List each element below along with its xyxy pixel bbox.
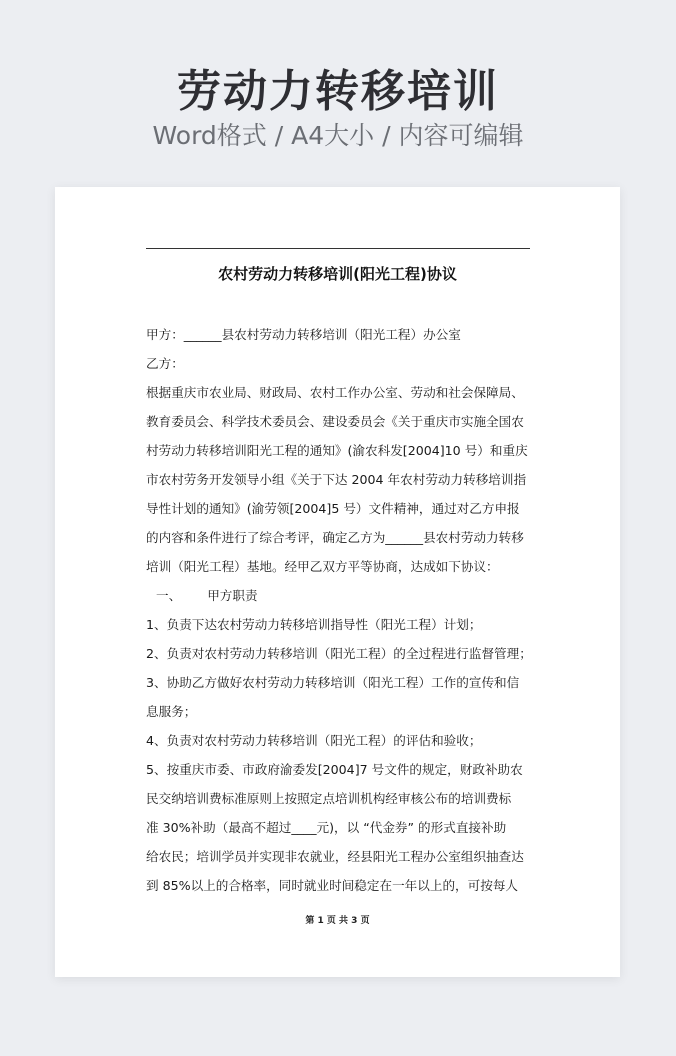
body-line: 1、负责下达农村劳动力转移培训指导性（阳光工程）计划； <box>146 617 482 632</box>
body-line: 教育委员会、科学技术委员会、建设委员会《关于重庆市实施全国农 <box>146 414 524 429</box>
body-line: 村劳动力转移培训阳光工程的通知》(渝农科发[2004]10 号）和重庆 <box>146 443 528 458</box>
body-line: 市农村劳务开发领导小组《关于下达 2004 年农村劳动力转移培训指 <box>146 472 527 487</box>
document-body <box>146 320 531 900</box>
page-footer: 第 1 页 共 3 页 <box>305 916 370 926</box>
body-line: 息服务； <box>146 704 197 719</box>
body-line: 5、按重庆市委、市政府渝委发[2004]7 号文件的规定，财政补助农 <box>146 762 523 777</box>
banner-subtitle: Word格式 / A4大小 / 内容可编辑 <box>152 121 524 150</box>
body-line: 3、协助乙方做好农村劳动力转移培训（阳光工程）工作的宣传和信 <box>146 675 520 690</box>
body-line: 根据重庆市农业局、财政局、农村工作办公室、劳动和社会保障局、 <box>146 385 524 400</box>
party-a-line: 甲方：______县农村劳动力转移培训（阳光工程）办公室 <box>146 327 461 342</box>
body-line: 的内容和条件进行了综合考评，确定乙方为______县农村劳动力转移 <box>146 530 524 545</box>
section-title: 甲方职责 <box>207 588 258 603</box>
document-page <box>55 187 620 977</box>
header-rule <box>146 248 530 249</box>
body-line: 4、负责对农村劳动力转移培训（阳光工程）的评估和验收； <box>146 733 482 748</box>
body-line: 给农民；培训学员并实现非农就业，经县阳光工程办公室组织抽查达 <box>146 849 524 864</box>
body-line: 民交纳培训费标准原则上按照定点培训机构经审核公布的培训费标 <box>146 791 512 806</box>
body-line: 导性计划的通知》(渝劳领[2004]5 号）文件精神，通过对乙方申报 <box>146 501 520 516</box>
body-line: 2、负责对农村劳动力转移培训（阳光工程）的全过程进行监督管理； <box>146 646 532 661</box>
party-b-line: 乙方： <box>146 356 184 371</box>
section-number: 一、 <box>156 588 182 603</box>
document-title: 农村劳动力转移培训(阳光工程)协议 <box>218 265 457 283</box>
section-heading <box>146 581 531 610</box>
banner-title: 劳动力转移培训 <box>177 66 499 117</box>
body-line: 准 30%补助（最高不超过____元)，以 “代金券” 的形式直接补助 <box>146 820 507 835</box>
body-line: 到 85%以上的合格率，同时就业时间稳定在一年以上的，可按每人 <box>146 878 519 893</box>
body-line: 培训（阳光工程）基地。经甲乙双方平等协商，达成如下协议： <box>146 559 499 574</box>
